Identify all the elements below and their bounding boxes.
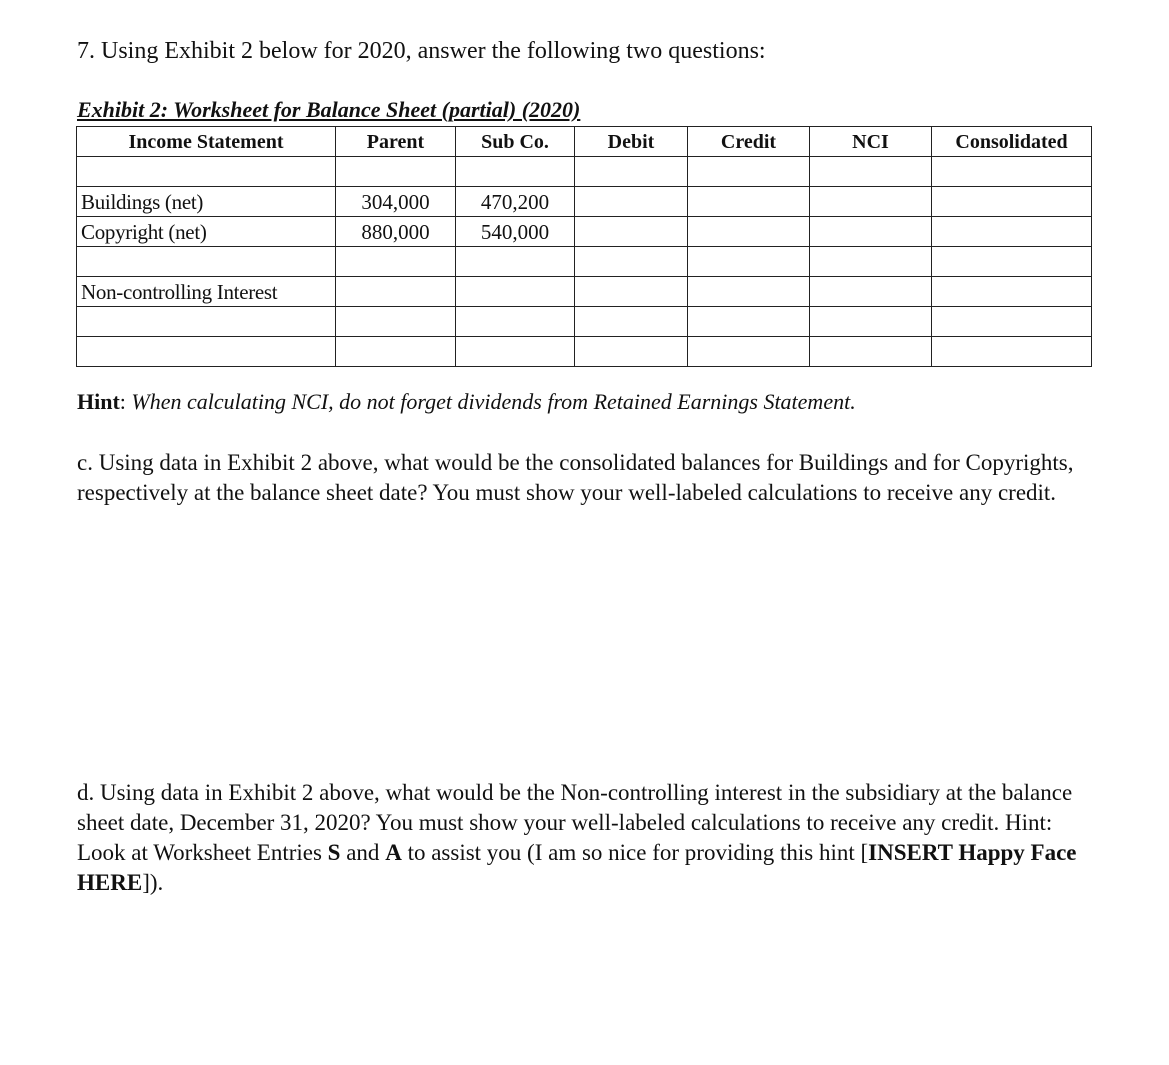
table-cell	[456, 307, 575, 337]
table-cell	[932, 247, 1092, 277]
table-cell	[575, 337, 688, 367]
table-cell	[810, 307, 932, 337]
hint-label: Hint	[77, 389, 120, 414]
table-row	[77, 337, 1092, 367]
table-cell	[575, 277, 688, 307]
table-cell	[456, 157, 575, 187]
sub-copyright-value: 540,000	[456, 217, 575, 247]
table-cell	[932, 337, 1092, 367]
table-cell	[77, 247, 336, 277]
table-cell	[688, 187, 810, 217]
table-cell	[810, 277, 932, 307]
table-cell	[932, 277, 1092, 307]
table-cell	[932, 217, 1092, 247]
col-credit: Credit	[688, 127, 810, 157]
table-cell	[456, 277, 575, 307]
hint-colon: :	[119, 389, 132, 414]
parent-buildings-value: 304,000	[336, 187, 456, 217]
table-row	[77, 157, 1092, 187]
table-cell	[932, 157, 1092, 187]
table-cell	[810, 217, 932, 247]
table-cell	[688, 247, 810, 277]
col-consolidated: Consolidated	[932, 127, 1092, 157]
header-row	[77, 127, 1092, 157]
table-cell	[810, 187, 932, 217]
insert-happy-face: INSERT Happy Face HERE	[77, 840, 1077, 895]
table-cell	[575, 157, 688, 187]
row-label-copyright: Copyright (net)	[77, 217, 336, 247]
table-row-buildings	[77, 187, 1092, 217]
table-cell	[575, 247, 688, 277]
table-cell	[575, 187, 688, 217]
table-row	[77, 247, 1092, 277]
col-debit: Debit	[575, 127, 688, 157]
table-cell	[688, 217, 810, 247]
question-d-and: and	[340, 840, 386, 865]
row-label-buildings: Buildings (net)	[77, 187, 336, 217]
table-cell	[336, 277, 456, 307]
question-heading: 7. Using Exhibit 2 below for 2020, answer the following two questions:	[77, 38, 766, 64]
question-d-text-3: ]).	[142, 870, 164, 895]
table-cell	[456, 337, 575, 367]
question-d-text-2: to assist you (I am so nice for providing this hint [	[401, 840, 869, 865]
col-income-statement: Income Statement	[77, 127, 336, 157]
table-cell	[688, 157, 810, 187]
entry-a: A	[385, 840, 402, 865]
table-cell	[575, 307, 688, 337]
parent-copyright-value: 880,000	[336, 217, 456, 247]
table-cell	[77, 307, 336, 337]
table-cell	[77, 157, 336, 187]
row-label-nci: Non-controlling Interest	[77, 277, 336, 307]
table-cell	[932, 307, 1092, 337]
question-d	[77, 778, 1087, 898]
col-nci: NCI	[810, 127, 932, 157]
table-row-nci	[77, 277, 1092, 307]
question-d-text: d. Using data in Exhibit 2 above, what would be the Non-controlling interest in the subsidiary at the balance sheet date, December 31, 2020? You must show your well-labeled calculations to receive any credit. Hint: Look at Worksheet Entries	[77, 780, 1073, 865]
table-cell	[688, 277, 810, 307]
table-cell	[810, 157, 932, 187]
table-cell	[336, 307, 456, 337]
table-cell	[688, 337, 810, 367]
table-cell	[575, 217, 688, 247]
table-cell	[688, 307, 810, 337]
hint-text: When calculating NCI, do not forget dividends from Retained Earnings Statement.	[131, 389, 856, 414]
table-cell	[810, 337, 932, 367]
table-cell	[77, 337, 336, 367]
table-row	[77, 307, 1092, 337]
question-c: c. Using data in Exhibit 2 above, what would be the consolidated balances for Buildings and for Copyrights, respectively at the balance sheet date? You must show your well-labeled calculations to receive any credit.	[77, 450, 1074, 505]
table-cell	[336, 337, 456, 367]
entry-s: S	[327, 840, 341, 865]
table-cell	[336, 157, 456, 187]
table-row-copyright	[77, 217, 1092, 247]
table-cell	[810, 247, 932, 277]
table-cell	[456, 247, 575, 277]
table-cell	[336, 247, 456, 277]
col-sub-co: Sub Co.	[456, 127, 575, 157]
exhibit-title: Exhibit 2: Worksheet for Balance Sheet (partial) (2020)	[77, 97, 581, 122]
hint	[77, 388, 856, 416]
sub-buildings-value: 470,200	[456, 187, 575, 217]
table-cell	[932, 187, 1092, 217]
col-parent: Parent	[336, 127, 456, 157]
worksheet-table	[76, 126, 1092, 367]
